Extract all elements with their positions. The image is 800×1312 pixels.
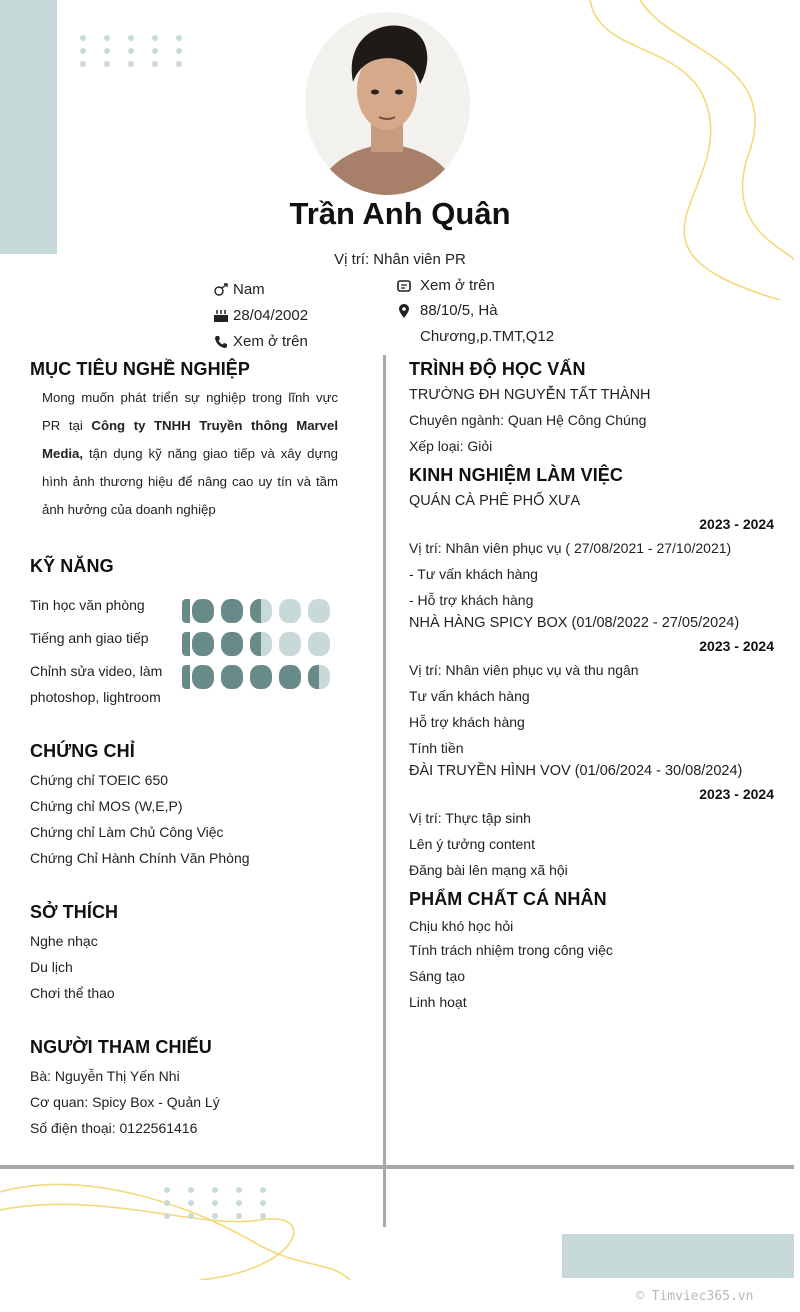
job-detail: Hỗ trợ khách hàng	[409, 714, 525, 730]
address-line-1: 88/10/5, Hà	[420, 302, 498, 319]
skill-name: Tin học văn phòng	[30, 597, 145, 613]
phone-info	[213, 333, 308, 350]
job-company: QUÁN CÀ PHÊ PHỐ XƯA	[409, 493, 581, 509]
job-detail: Tính tiền	[409, 740, 464, 756]
skill-rating	[182, 665, 330, 689]
skill-name-line: photoshop, lightroom	[30, 689, 161, 705]
job-detail: - Hỗ trợ khách hàng	[409, 592, 534, 608]
skills-heading: KỸ NĂNG	[30, 556, 114, 576]
skill-dot	[250, 599, 272, 623]
quality-item: Linh hoạt	[409, 994, 467, 1010]
experience-heading: KINH NGHIỆM LÀM VIỆC	[409, 465, 624, 485]
job-company: NHÀ HÀNG SPICY BOX (01/08/2022 - 27/05/2024)	[409, 615, 740, 631]
skill-name-line: Chỉnh sửa video, làm	[30, 663, 163, 679]
footer-divider	[0, 1165, 794, 1169]
decorative-dots-top	[80, 35, 182, 67]
address-line-2: Chương,p.TMT,Q12	[420, 328, 555, 345]
decorative-dots-bottom	[164, 1187, 266, 1219]
job-detail: Tư vấn khách hàng	[409, 688, 530, 704]
skill-dot	[279, 599, 301, 623]
decorative-block-bottom-right	[562, 1234, 794, 1278]
job-years: 2023 - 2024	[699, 786, 774, 802]
skill-dot	[192, 632, 214, 656]
candidate-name: Trần Anh Quân	[289, 196, 511, 231]
skill-dot	[192, 665, 214, 689]
job-detail: Lên ý tưởng content	[409, 836, 535, 852]
quality-item: Sáng tạo	[409, 968, 466, 984]
skill-dot	[221, 665, 243, 689]
avatar	[305, 12, 470, 195]
skill-name: Tiếng anh giao tiếp	[30, 630, 149, 646]
school-name: TRƯỜNG ĐH NGUYỄN TẤT THÀNH	[409, 387, 651, 403]
job-detail: Vị trí: Nhân viên phục vụ và thu ngân	[409, 662, 639, 678]
reference-heading: NGƯỜI THAM CHIẾU	[30, 1037, 212, 1057]
phone-value: Xem ở trên	[233, 333, 308, 350]
skill-name	[30, 658, 162, 710]
certificate-item: Chứng chỉ MOS (W,E,P)	[30, 798, 183, 814]
skill-dot	[221, 632, 243, 656]
quality-item: Tính trách nhiệm trong công việc	[409, 942, 613, 958]
location-pin-icon	[396, 303, 412, 319]
column-divider	[383, 355, 386, 1227]
gender-value: Nam	[233, 281, 265, 298]
skill-dot	[279, 632, 301, 656]
watermark: © Timviec365.vn	[636, 1289, 754, 1304]
objective-company: Công ty TNHH Truyền thông Marvel Media,	[42, 418, 339, 461]
skill-dot-edge	[182, 632, 190, 656]
skill-dot	[308, 599, 330, 623]
certificates-heading: CHỨNG CHỈ	[30, 741, 135, 761]
reference-item: Cơ quan: Spicy Box - Quản Lý	[30, 1094, 220, 1110]
cake-icon	[213, 308, 229, 324]
education-heading: TRÌNH ĐỘ HỌC VẤN	[409, 359, 586, 379]
objective-text	[42, 384, 338, 524]
skill-dot	[279, 665, 301, 689]
skill-dot	[250, 632, 272, 656]
certificate-item: Chứng chỉ TOEIC 650	[30, 772, 169, 788]
birthday-value: 28/04/2002	[233, 307, 309, 324]
email-icon	[396, 278, 412, 294]
phone-icon	[213, 334, 229, 350]
objective-text-part: tận dụng kỹ năng giao tiếp và xây dựng hình ảnh thương hiệu để nâng cao uy tín và tầm ảnh hưởng của doanh nghiệp	[42, 446, 338, 517]
gender-info	[213, 281, 265, 298]
rank: Xếp loại: Giỏi	[409, 438, 493, 454]
hobby-item: Du lịch	[30, 959, 73, 975]
job-years: 2023 - 2024	[699, 516, 774, 532]
hobby-item: Nghe nhạc	[30, 933, 98, 949]
skill-rating	[182, 599, 330, 623]
certificate-item: Chứng Chỉ Hành Chính Văn Phòng	[30, 850, 250, 866]
job-company: ĐÀI TRUYỀN HÌNH VOV (01/06/2024 - 30/08/2024)	[409, 763, 743, 779]
skill-dot-edge	[182, 599, 190, 623]
skill-dot	[308, 632, 330, 656]
skill-dot	[221, 599, 243, 623]
address-info	[396, 303, 554, 350]
skill-dot	[308, 665, 330, 689]
skill-rating	[182, 632, 330, 656]
reference-item: Bà: Nguyễn Thị Yến Nhi	[30, 1068, 180, 1084]
hobbies-heading: SỞ THÍCH	[30, 902, 119, 922]
certificate-item: Chứng chỉ Làm Chủ Công Việc	[30, 824, 224, 840]
skill-dot-edge	[182, 665, 190, 689]
birthday-info	[213, 307, 308, 324]
objective-heading: MỤC TIÊU NGHỀ NGHIỆP	[30, 359, 251, 379]
job-detail: Đăng bài lên mạng xã hội	[409, 862, 568, 878]
job-detail: Vị trí: Nhân viên phục vụ ( 27/08/2021 - 27/10/2021)	[409, 540, 732, 556]
qualities-heading: PHẨM CHẤT CÁ NHÂN	[409, 889, 607, 909]
quality-item: Chịu khó học hỏi	[409, 918, 514, 934]
major: Chuyên ngành: Quan Hệ Công Chúng	[409, 412, 647, 428]
hobby-item: Chơi thể thao	[30, 985, 115, 1001]
job-detail: - Tư vấn khách hàng	[409, 566, 538, 582]
job-years: 2023 - 2024	[699, 638, 774, 654]
position-title: Vị trí: Nhân viên PR	[334, 251, 466, 268]
objective-text-part: Mong muốn phát triển sự nghiệp trong lĩnh vực PR tại	[42, 390, 338, 433]
job-detail: Vị trí: Thực tập sinh	[409, 810, 531, 826]
gender-icon	[213, 282, 229, 298]
skill-dot	[192, 599, 214, 623]
skill-dot	[250, 665, 272, 689]
email-value: Xem ở trên	[420, 277, 495, 294]
reference-item: Số điện thoại: 0122561416	[30, 1120, 198, 1136]
email-info	[396, 277, 495, 294]
